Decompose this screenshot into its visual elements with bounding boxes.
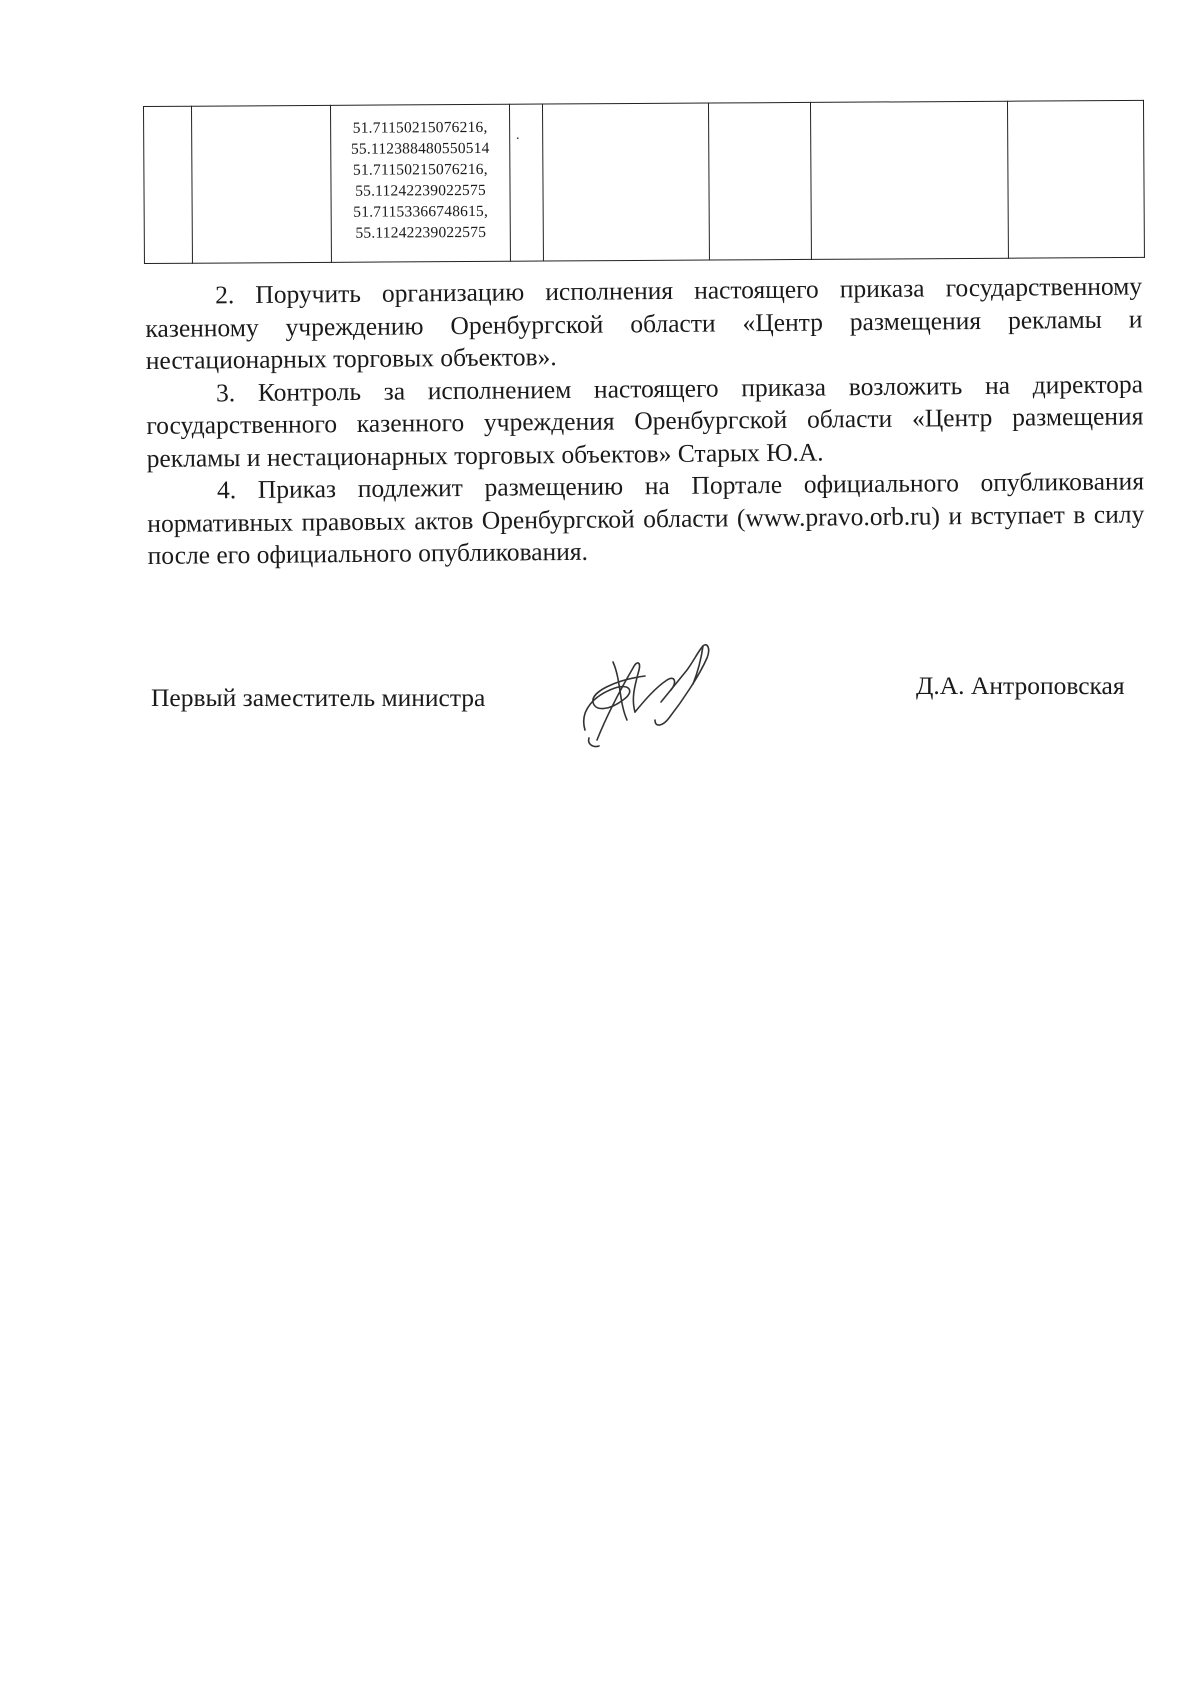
- coordinate-line: 51.71150215076216,: [352, 160, 488, 179]
- table-cell: [1007, 100, 1144, 258]
- paragraph-2: 2. Поручить организацию исполнения настоящего приказа государственному казенному учреждению Оренбургской области «Центр размещения рекламы и нестационарных торговых объектов».: [145, 271, 1143, 375]
- signatory-name: Д.А. Антроповская: [916, 671, 1125, 700]
- table-cell: [144, 106, 193, 263]
- table-row: [144, 100, 1145, 263]
- coordinate-line: 51.71150215076216,: [352, 118, 488, 137]
- table-cell: [810, 101, 1008, 259]
- table-cell: [542, 103, 709, 261]
- coordinates-cell: [330, 104, 510, 262]
- stray-mark: .: [516, 128, 520, 143]
- signatory-position: Первый заместитель министра: [151, 683, 486, 712]
- paragraph-4: 4. Приказ подлежит размещению на Портале официального опубликования нормативных правовых актов Оренбургской области (www.pravo.orb.ru) и вступает в силу после его официального опубликования.: [147, 466, 1145, 570]
- coordinate-line: 55.112388480550514: [350, 139, 490, 158]
- coordinate-line: 55.11242239022575: [355, 181, 486, 200]
- order-body: [145, 270, 1145, 572]
- coordinates-table: [143, 100, 1145, 264]
- paragraph-3: 3. Контроль за исполнением настоящего приказа возложить на директора государственного казенного учреждения Оренбургской области «Центр размещения рекламы и нестационарных торговых объектов» Старых Ю.А.: [146, 368, 1144, 473]
- table-cell: [192, 105, 332, 263]
- handwritten-signature: [575, 640, 735, 750]
- table-cell: [708, 102, 811, 260]
- coordinate-line: 55.11242239022575: [355, 223, 487, 242]
- coordinate-line: 51.71153366748615,: [353, 202, 489, 221]
- table-cell: [509, 104, 543, 261]
